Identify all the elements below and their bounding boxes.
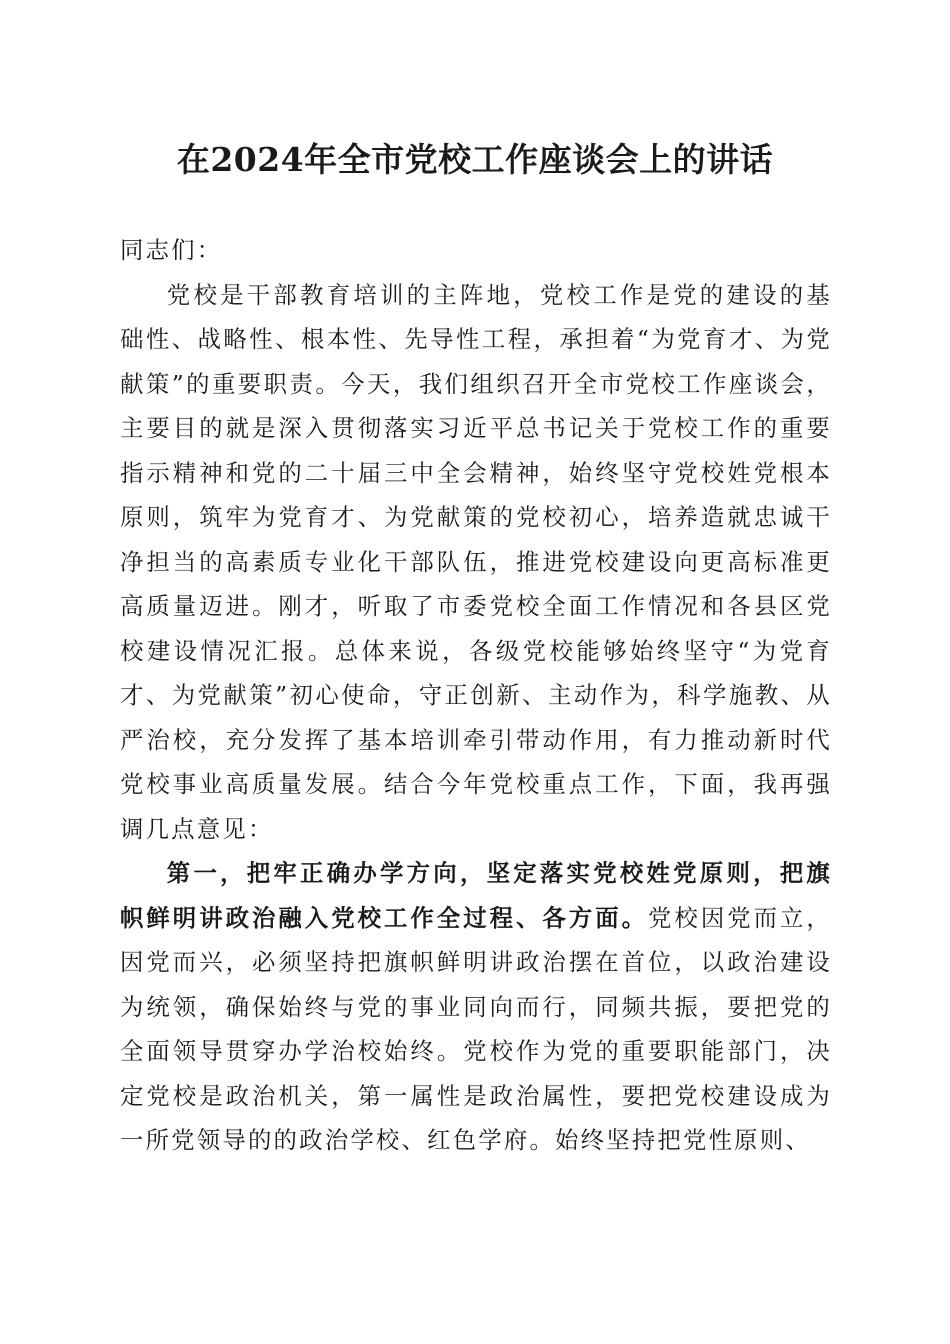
paragraph-first-point bbox=[120, 851, 832, 1163]
paragraph-first-point-lead: 第一，把牢正确办学方向，坚定落实党校姓党原则，把旗帜鲜明讲政治融入党校工作全过程、各方面。 bbox=[120, 859, 832, 932]
paragraph-intro: 党校是干部教育培训的主阵地，党校工作是党的建设的基础性、战略性、根本性、先导性工程，承担着“为党育才、为党献策”的重要职责。今天，我们组织召开全市党校工作座谈会，主要目的就是深入贯彻落实习近平总书记关于党校工作的重要指示精神和党的二十届三中全会精神，始终坚守党校姓党根本原则，筑牢为党育才、为党献策的党校初心，培养造就忠诚干净担当的高素质专业化干部队伍，推进党校建设向更高标准更高质量迈进。刚才，听取了市委党校全面工作情况和各县区党校建设情况汇报。总体来说，各级党校能够始终坚守“为党育才、为党献策”初心使命，守正创新、主动作为，科学施教、从严治校，充分发挥了基本培训牵引带动作用，有力推动新时代党校事业高质量发展。结合今年党校重点工作，下面，我再强调几点意见： bbox=[120, 280, 832, 843]
document-body bbox=[120, 228, 832, 1163]
salutation: 同志们： bbox=[120, 236, 223, 264]
document-title: 在2024年全市党校工作座谈会上的讲话 bbox=[176, 140, 774, 179]
paragraph-first-point-body: 党校因党而立，因党而兴，必须坚持把旗帜鲜明讲政治摆在首位，以政治建设为统领，确保始终与党的事业同向而行，同频共振，要把党的全面领导贯穿办学治校始终。党校作为党的重要职能部门，决定党校是政治机关，第一属性是政治属性，要把党校建设成为一所党领导的的政治学校、红色学府。始终坚持把党性原则、 bbox=[120, 903, 833, 1154]
